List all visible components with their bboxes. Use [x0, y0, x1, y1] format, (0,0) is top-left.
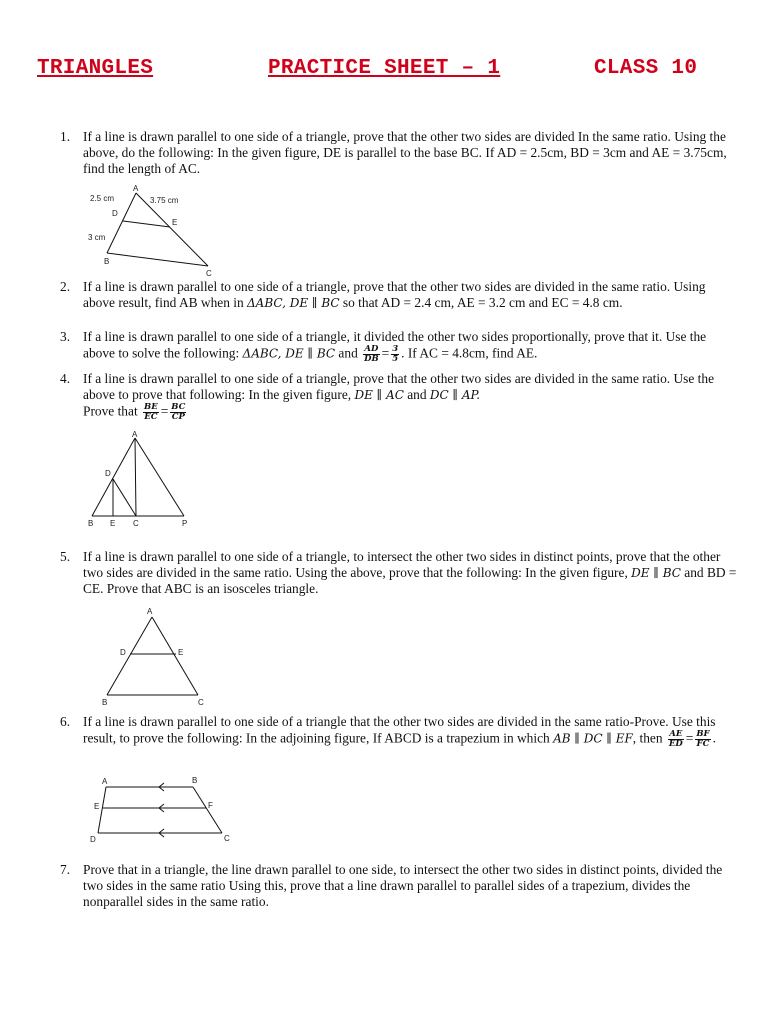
- fig4-label-c: C: [133, 519, 139, 528]
- fraction-ae-ed: $\frac{AE}{ED}$: [668, 729, 683, 750]
- question-text-cont: and: [403, 387, 430, 403]
- fig4-label-a: A: [132, 430, 138, 439]
- math-expression: DE ∥ BC: [631, 566, 681, 581]
- question-text: If a line is drawn parallel to one side of a triangle that the other two sides are divided in the same ratio-Prove. Use this result, to prove the following: In the adjoining figure, If ABCD is a trapezium in which: [83, 714, 716, 746]
- question-1: [60, 129, 740, 178]
- question-text: If a line is drawn parallel to one side of a triangle, prove that the other two sides are divided in the same ratio. Use the above to prove that following: In the given figure,: [83, 371, 715, 403]
- question-number: 4.: [60, 371, 71, 386]
- fig6-label-d: D: [90, 835, 96, 844]
- fig5-label-d: D: [120, 648, 126, 657]
- fig6-label-a: A: [102, 777, 108, 786]
- fig1-label-b: B: [104, 257, 110, 266]
- question-number: 3.: [60, 329, 71, 344]
- subject-title: TRIANGLES: [37, 57, 154, 80]
- question-text-cont: , then: [632, 730, 666, 746]
- fig1-label-ae: 3.75 cm: [150, 196, 179, 205]
- question-text: If a line is drawn parallel to one side of a triangle, to intersect the other two sides in distinct points, prove that the other two sides are divided in the same ratio. Using the above, prove that the following: In the given figure,: [83, 549, 721, 581]
- question-text-cont: and BD = CE. Prove that ABC is an isosceles triangle.: [83, 565, 737, 597]
- fraction-be-ec: $\frac{BE}{EC}$: [144, 402, 158, 423]
- question-text-cont: and: [335, 345, 362, 361]
- question-number: 2.: [60, 279, 71, 294]
- figure-5-triangle: [96, 605, 216, 710]
- question-number: 1.: [60, 129, 71, 144]
- fig5-label-a: A: [147, 607, 153, 616]
- question-6: [60, 714, 740, 749]
- question-text-end: Prove that: [83, 403, 142, 419]
- math-expression-1: DE ∥ AC: [354, 388, 404, 403]
- equals-sign: =: [160, 403, 169, 419]
- question-text-cont: so that AD = 2.4 cm, AE = 3.2 cm and EC = 4.8 cm.: [339, 295, 623, 311]
- fig5-label-e: E: [178, 648, 184, 657]
- fig6-label-f: F: [208, 801, 213, 810]
- fraction-ad-db: $\frac{AD}{DB}$: [364, 344, 379, 365]
- equals-sign: =: [685, 730, 694, 746]
- question-text: Prove that in a triangle, the line drawn parallel to one side, to intersect the other two sides in distinct points, divided the two sides in the same ratio Using this, prove that a line drawn parallel to parallel sides of a trapezium, divides the nonparallel sides in the same ratio.: [83, 862, 723, 910]
- question-5: [60, 549, 740, 598]
- fig6-label-b: B: [192, 776, 198, 785]
- question-7: [60, 862, 740, 911]
- question-3: [60, 329, 740, 364]
- figure-1-triangle: [80, 183, 220, 278]
- fig5-label-b: B: [102, 698, 108, 707]
- sheet-title: PRACTICE SHEET – 1: [268, 57, 501, 80]
- question-text-end: . If AC = 4.8cm, find AE.: [401, 345, 538, 361]
- fraction-bc-cp: $\frac{BC}{CP}$: [171, 402, 186, 423]
- question-text-end: .: [712, 730, 716, 746]
- math-expression: AB ∥ DC ∥ EF: [553, 731, 633, 746]
- fig1-label-a: A: [133, 184, 139, 193]
- fraction-bf-fc: $\frac{BF}{FC}$: [696, 729, 710, 750]
- question-number: 7.: [60, 862, 71, 877]
- figure-4-triangle: [84, 430, 204, 530]
- question-4: [60, 371, 740, 422]
- fig6-label-e: E: [94, 802, 100, 811]
- fig4-label-p: P: [182, 519, 188, 528]
- question-number: 6.: [60, 714, 71, 729]
- question-number: 5.: [60, 549, 71, 564]
- question-text: If a line is drawn parallel to one side of a triangle, prove that the other two sides are divided in the same ratio. Using above result, find AB when in: [83, 279, 706, 311]
- fig1-label-e: E: [172, 218, 178, 227]
- fig4-label-e: E: [110, 519, 116, 528]
- fig6-label-c: C: [224, 834, 230, 843]
- equals-sign: =: [381, 345, 390, 361]
- figure-6-trapezium: [86, 773, 236, 845]
- question-2: [60, 279, 740, 311]
- fig1-label-c: C: [206, 269, 212, 278]
- fraction-3-5: $\frac{3}{5}$: [392, 344, 399, 365]
- class-title: CLASS 10: [594, 57, 698, 80]
- fig4-label-d: D: [105, 469, 111, 478]
- question-text: If a line is drawn parallel to one side of a triangle, prove that the other two sides are divided In the same ratio. Using the above, do the following: In the given figure, DE is parallel to the base BC. If AD = 2.5cm, BD = 3cm and AE = 3.75cm, find the length of AC.: [83, 129, 727, 177]
- fig5-label-c: C: [198, 698, 204, 707]
- fig1-label-bd: 3 cm: [88, 233, 106, 242]
- fig4-label-b: B: [88, 519, 94, 528]
- math-expression-2: DC ∥ AP.: [429, 388, 481, 403]
- question-text: If a line is drawn parallel to one side of a triangle, it divided the other two sides proportionally, prove that it. Use the above to solve the following:: [83, 329, 707, 361]
- fig1-label-ad: 2.5 cm: [90, 194, 115, 203]
- math-expression: ΔABC, DE ∥ BC: [247, 296, 340, 311]
- fig1-label-d: D: [112, 209, 118, 218]
- math-expression: ΔABC, DE ∥ BC: [242, 346, 336, 361]
